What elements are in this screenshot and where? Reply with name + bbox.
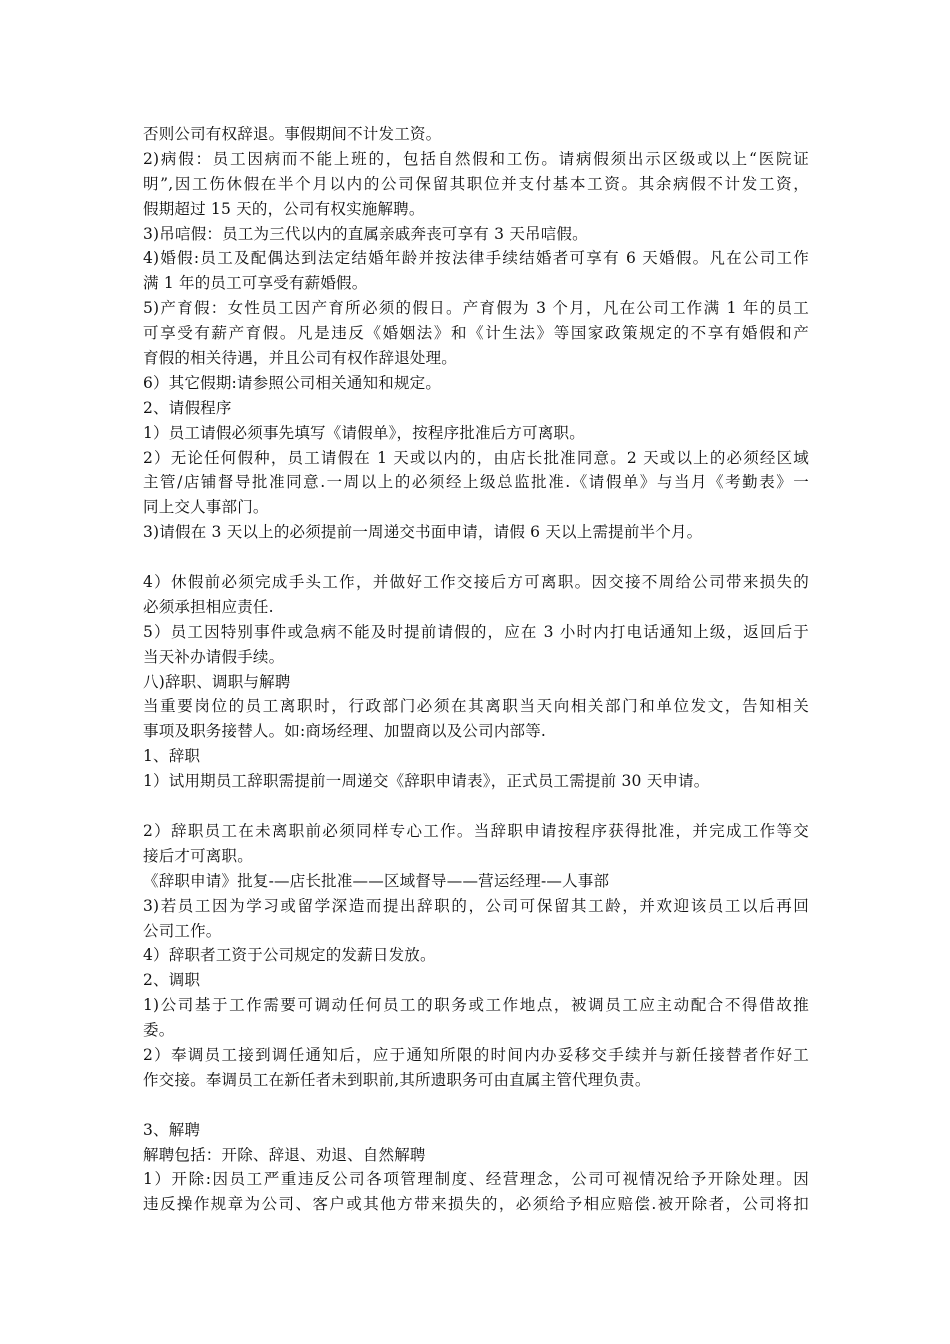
blank-line	[143, 794, 809, 819]
blank-line	[143, 545, 809, 570]
text-line: 同上交人事部门。	[143, 498, 269, 517]
text-line: 2、调职	[143, 971, 201, 990]
text-line: 2）无论任何假种，员工请假在 1 天或以内的，由店长批准同意。2 天或以上的必须经区域	[143, 448, 809, 467]
text-line: 当天补办请假手续。	[143, 647, 285, 666]
text-line: 解聘包括：开除、辞退、劝退、自然解聘	[143, 1145, 426, 1164]
text-line: 1）开除:因员工严重违反公司各项管理制度、经营理念，公司可视情况给予开除处理。因	[143, 1170, 809, 1189]
text-line: 育假的相关待遇，并且公司有权作辞退处理。	[143, 349, 458, 368]
text-line: 否则公司有权辞退。事假期间不计发工资。	[143, 125, 442, 143]
text-line: 接后才可离职。	[143, 846, 253, 865]
text-line: 5)产育假：女性员工因产育所必须的假日。产育假为 3 个月，凡在公司工作满 1 年的员工	[143, 299, 809, 318]
text-line: 假期超过 15 天的，公司有权实施解聘。	[143, 199, 425, 218]
text-line: 当重要岗位的员工离职时，行政部门必须在其离职当天向相关部门和单位发文，告知相关	[143, 697, 809, 716]
text-line: 八)辞职、调职与解聘	[143, 672, 291, 691]
text-line: 3、解聘	[143, 1120, 201, 1139]
text-line: 委。	[143, 1021, 175, 1040]
text-line: 1）试用期员工辞职需提前一周递交《辞职申请表》，正式员工需提前 30 天申请。	[143, 772, 710, 791]
text-line: 4)婚假:员工及配偶达到法定结婚年龄并按法律手续结婚者可享有 6 天婚假。凡在公司工作	[143, 249, 809, 268]
text-line: 6）其它假期:请参照公司相关通知和规定。	[143, 373, 442, 392]
text-line: 满 1 年的员工可享受有薪婚假。	[143, 274, 368, 293]
document-body	[143, 122, 809, 1217]
text-line: 2）奉调员工接到调任通知后，应于通知所限的时间内办妥移交手续并与新任接替者作好工	[143, 1045, 809, 1064]
text-line: 1)公司基于工作需要可调动任何员工的职务或工作地点，被调员工应主动配合不得借故推	[143, 996, 809, 1015]
blank-line	[143, 1093, 809, 1118]
text-line: 违反操作规章为公司、客户或其他方带来损失的，必须给予相应赔偿.被开除者，公司将扣	[143, 1195, 809, 1214]
text-line: 明”,因工伤休假在半个月以内的公司保留其职位并支付基本工资。其余病假不计发工资，	[143, 174, 809, 193]
text-line: 作交接。奉调员工在新任者未到职前,其所遗职务可由直属主管代理负责。	[143, 1070, 651, 1089]
text-line: 3)若员工因为学习或留学深造而提出辞职的，公司可保留其工龄，并欢迎该员工以后再回	[143, 896, 809, 915]
text-line: 主管/店铺督导批准同意.一周以上的必须经上级总监批准.《请假单》与当月《考勤表》一	[143, 473, 809, 492]
text-line: 《辞职申请》批复-—店长批准——区域督导——营运经理-—人事部	[143, 871, 610, 890]
text-line: 2）辞职员工在未离职前必须同样专心工作。当辞职申请按程序获得批准，并完成工作等交	[143, 821, 809, 840]
text-line: 1、辞职	[143, 747, 201, 766]
text-line: 3)吊唁假：员工为三代以内的直属亲戚奔丧可享有 3 天吊唁假。	[143, 224, 588, 243]
text-line: 5）员工因特别事件或急病不能及时提前请假的，应在 3 小时内打电话通知上级，返回后于	[143, 622, 809, 641]
text-line: 2、请假程序	[143, 398, 232, 417]
text-line: 4）休假前必须完成手头工作，并做好工作交接后方可离职。因交接不周给公司带来损失的	[143, 573, 809, 592]
text-line: 可享受有薪产育假。凡是违反《婚姻法》和《计生法》等国家政策规定的不享有婚假和产	[143, 324, 809, 343]
text-line: 4）辞职者工资于公司规定的发薪日发放。	[143, 946, 436, 965]
text-line: 公司工作。	[143, 921, 222, 940]
text-line: 2)病假：员工因病而不能上班的，包括自然假和工伤。请病假须出示区级或以上“医院证	[143, 149, 809, 168]
text-line: 1）员工请假必须事先填写《请假单》，按程序批准后方可离职。	[143, 423, 585, 442]
text-line: 必须承担相应责任.	[143, 597, 274, 616]
text-line: 3)请假在 3 天以上的必须提前一周递交书面申请，请假 6 天以上需提前半个月。	[143, 523, 703, 542]
text-line: 事项及职务接替人。如:商场经理、加盟商以及公司内部等.	[143, 722, 547, 741]
